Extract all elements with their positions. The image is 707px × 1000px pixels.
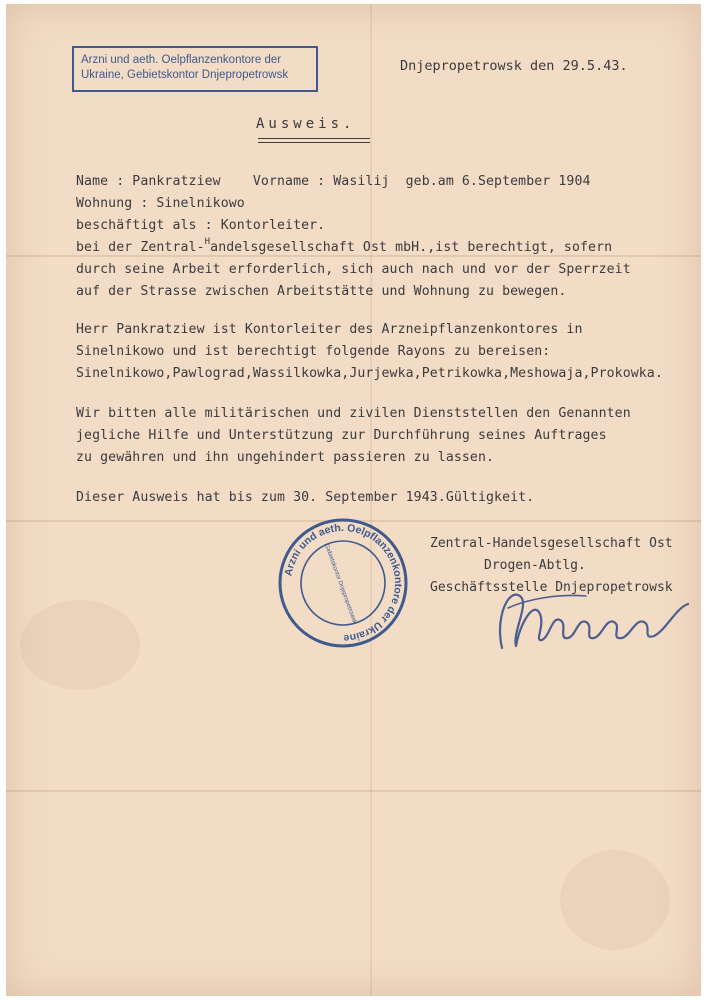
paper-stain xyxy=(560,850,670,950)
company-line xyxy=(76,237,613,255)
company-line-h: H xyxy=(204,237,211,247)
round-official-stamp xyxy=(277,517,409,649)
permission-line-2: durch seine Arbeit erforderlich, sich auch nach und vor der Sperrzeit xyxy=(76,262,631,277)
fold-line xyxy=(6,790,701,792)
para2-line-1: Herr Pankratziew ist Kontorleiter des Arzneipflanzenkontores in xyxy=(76,322,583,337)
signer-line-3: Geschäftsstelle Dnjepropetrowsk xyxy=(430,580,673,595)
para3-line-3: zu gewähren und ihn ungehindert passieren zu lassen. xyxy=(76,450,495,465)
signer-line-1: Zentral-Handelsgesellschaft Ost xyxy=(430,536,673,551)
para3-line-2: jegliche Hilfe und Unterstützung zur Durchführung seines Auftrages xyxy=(76,428,607,443)
fold-line xyxy=(6,255,701,257)
paper-stain xyxy=(20,600,140,690)
company-line-a: bei der Zentral- xyxy=(76,240,205,255)
para2-line-2: Sinelnikowo und ist berechtigt folgende Rayons zu bereisen: xyxy=(76,344,551,359)
header-stamp-line-2: Ukraine, Gebietskontor Dnjepropetrowsk xyxy=(81,69,289,81)
para3-line-1: Wir bitten alle militärischen und zivilen Dienststellen den Genannten xyxy=(76,406,631,421)
occupation-line: beschäftigt als : Kontorleiter. xyxy=(76,218,326,233)
validity-line: Dieser Ausweis hat bis zum 30. September 1943.Gültigkeit. xyxy=(76,490,535,505)
title-double-underline xyxy=(258,138,370,143)
round-stamp-inner-text: Gebietskontor Dnjepropetrowsk xyxy=(322,543,358,625)
header-stamp-line-1: Arzni und aeth. Oelpflanzenkontore der xyxy=(81,54,282,66)
round-stamp-outer-text: Arzni und aeth. Oelpflanzenkontore der Ukraine xyxy=(282,521,405,645)
document-title: Ausweis. xyxy=(256,116,356,132)
residence-line: Wohnung : Sinelnikowo xyxy=(76,196,245,211)
signer-line-2: Drogen-Abtlg. xyxy=(484,558,586,573)
para2-line-3: Sinelnikowo,Pawlograd,Wassilkowka,Jurjewka,Petrikowka,Meshowaja,Prokowka. xyxy=(76,366,663,381)
header-rubber-stamp xyxy=(72,46,318,92)
permission-line-3: auf der Strasse zwischen Arbeitstätte und Wohnung zu bewegen. xyxy=(76,284,567,299)
place-date: Dnjepropetrowsk den 29.5.43. xyxy=(400,58,628,74)
company-line-b: andelsgesellschaft Ost mbH.,ist berechtigt, sofern xyxy=(210,240,613,255)
name-line: Name : Pankratziew Vorname : Wasilij geb.am 6.September 1904 xyxy=(76,174,591,189)
handwritten-signature xyxy=(490,578,700,658)
